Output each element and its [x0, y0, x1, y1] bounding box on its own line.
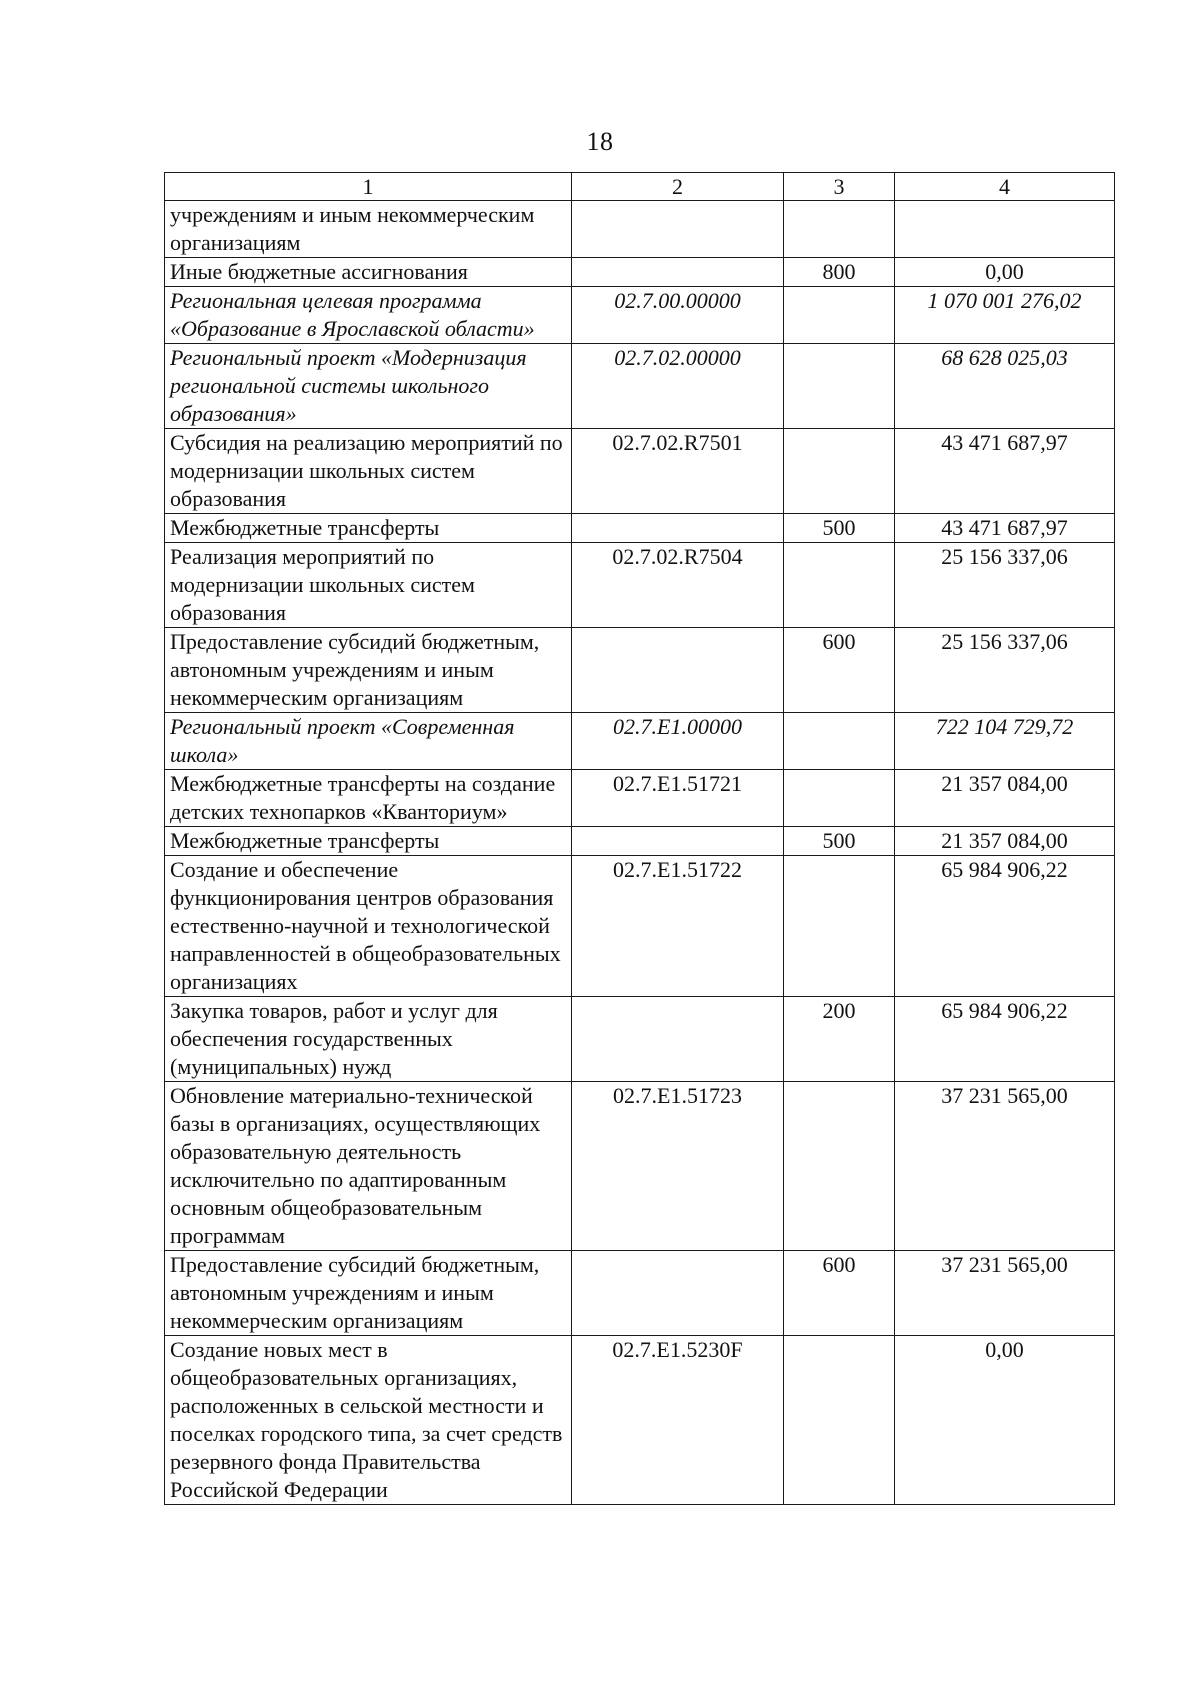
- row-code-cell: 02.7.00.00000: [572, 287, 784, 344]
- row-code-cell: 02.7.E1.5230F: [572, 1336, 784, 1505]
- table-row: [165, 514, 1115, 543]
- row-code-cell: [572, 258, 784, 287]
- row-name-cell: Межбюджетные трансферты: [165, 514, 572, 543]
- row-name-cell: Субсидия на реализацию мероприятий по модернизации школьных систем образования: [165, 429, 572, 514]
- row-type-cell: 200: [784, 997, 895, 1082]
- table-row: [165, 770, 1115, 827]
- row-code-cell: [572, 628, 784, 713]
- table-body: [165, 201, 1115, 1505]
- budget-table: [164, 172, 1115, 1505]
- row-type-cell: 600: [784, 628, 895, 713]
- row-type-cell: 500: [784, 827, 895, 856]
- row-code-cell: [572, 514, 784, 543]
- row-code-cell: 02.7.02.00000: [572, 344, 784, 429]
- row-amount-cell: 37 231 565,00: [895, 1082, 1115, 1251]
- row-name-cell: Создание и обеспечение функционирования центров образования естественно-научной и технологической направленностей в общеобразовательных организациях: [165, 856, 572, 997]
- row-code-cell: 02.7.02.R7504: [572, 543, 784, 628]
- row-name-cell: Иные бюджетные ассигнования: [165, 258, 572, 287]
- row-code-cell: 02.7.E1.51722: [572, 856, 784, 997]
- page-number: 18: [586, 127, 614, 156]
- table-row: [165, 997, 1115, 1082]
- row-type-cell: 500: [784, 514, 895, 543]
- table-row: [165, 429, 1115, 514]
- table-row: [165, 344, 1115, 429]
- row-amount-cell: 0,00: [895, 258, 1115, 287]
- row-type-cell: [784, 287, 895, 344]
- table-header: [165, 173, 1115, 201]
- row-name-cell: Обновление материально-технической базы в организациях, осуществляющих образовательную деятельность исключительно по адаптированным основным общеобразовательным программам: [165, 1082, 572, 1251]
- row-amount-cell: 0,00: [895, 1336, 1115, 1505]
- row-amount-cell: 37 231 565,00: [895, 1251, 1115, 1336]
- table-row: [165, 713, 1115, 770]
- row-code-cell: 02.7.E1.00000: [572, 713, 784, 770]
- table-row: [165, 543, 1115, 628]
- row-type-cell: [784, 344, 895, 429]
- row-amount-cell: 43 471 687,97: [895, 514, 1115, 543]
- row-code-cell: [572, 827, 784, 856]
- row-code-cell: [572, 1251, 784, 1336]
- row-name-cell: Региональная целевая программа «Образование в Ярославской области»: [165, 287, 572, 344]
- row-name-cell: Региональный проект «Современная школа»: [165, 713, 572, 770]
- row-amount-cell: 1 070 001 276,02: [895, 287, 1115, 344]
- table-row: [165, 1251, 1115, 1336]
- row-type-cell: [784, 713, 895, 770]
- header-col-1: 1: [165, 173, 572, 201]
- row-amount-cell: 25 156 337,06: [895, 543, 1115, 628]
- row-name-cell: Реализация мероприятий по модернизации школьных систем образования: [165, 543, 572, 628]
- row-amount-cell: 65 984 906,22: [895, 997, 1115, 1082]
- row-code-cell: 02.7.E1.51723: [572, 1082, 784, 1251]
- row-type-cell: [784, 429, 895, 514]
- row-name-cell: Межбюджетные трансферты на создание детских технопарков «Кванториум»: [165, 770, 572, 827]
- row-amount-cell: 43 471 687,97: [895, 429, 1115, 514]
- row-name-cell: Предоставление субсидий бюджетным, автономным учреждениям и иным некоммерческим организациям: [165, 1251, 572, 1336]
- row-type-cell: [784, 1082, 895, 1251]
- row-code-cell: [572, 997, 784, 1082]
- row-name-cell: Межбюджетные трансферты: [165, 827, 572, 856]
- row-code-cell: 02.7.02.R7501: [572, 429, 784, 514]
- row-code-cell: [572, 201, 784, 258]
- row-amount-cell: 65 984 906,22: [895, 856, 1115, 997]
- row-amount-cell: 25 156 337,06: [895, 628, 1115, 713]
- row-name-cell: Предоставление субсидий бюджетным, автономным учреждениям и иным некоммерческим организациям: [165, 628, 572, 713]
- header-col-2: 2: [572, 173, 784, 201]
- row-amount-cell: [895, 201, 1115, 258]
- row-name-cell: учреждениям и иным некоммерческим организациям: [165, 201, 572, 258]
- row-type-cell: [784, 770, 895, 827]
- row-type-cell: [784, 543, 895, 628]
- table-row: [165, 201, 1115, 258]
- row-amount-cell: 68 628 025,03: [895, 344, 1115, 429]
- row-code-cell: 02.7.E1.51721: [572, 770, 784, 827]
- row-name-cell: Региональный проект «Модернизация региональной системы школьного образования»: [165, 344, 572, 429]
- header-row: [165, 173, 1115, 201]
- row-type-cell: [784, 201, 895, 258]
- row-type-cell: 800: [784, 258, 895, 287]
- row-amount-cell: 21 357 084,00: [895, 827, 1115, 856]
- table-row: [165, 287, 1115, 344]
- row-type-cell: [784, 1336, 895, 1505]
- row-name-cell: Закупка товаров, работ и услуг для обеспечения государственных (муниципальных) нужд: [165, 997, 572, 1082]
- row-type-cell: 600: [784, 1251, 895, 1336]
- table-row: [165, 258, 1115, 287]
- header-col-3: 3: [784, 173, 895, 201]
- table-row: [165, 827, 1115, 856]
- table-row: [165, 856, 1115, 997]
- row-type-cell: [784, 856, 895, 997]
- table-row: [165, 1082, 1115, 1251]
- table-row: [165, 628, 1115, 713]
- row-amount-cell: 21 357 084,00: [895, 770, 1115, 827]
- header-col-4: 4: [895, 173, 1115, 201]
- row-amount-cell: 722 104 729,72: [895, 713, 1115, 770]
- table-row: [165, 1336, 1115, 1505]
- row-name-cell: Создание новых мест в общеобразовательных организациях, расположенных в сельской местности и поселках городского типа, за счет средств резервного фонда Правительства Российской Федерации: [165, 1336, 572, 1505]
